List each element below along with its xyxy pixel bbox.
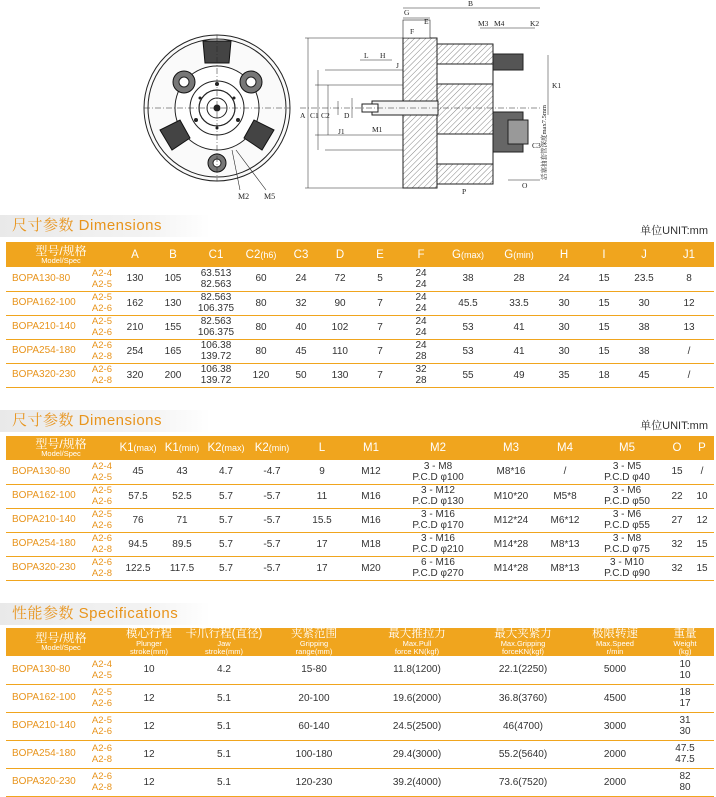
cell-gmin: 49	[494, 363, 544, 387]
cell-a: 210	[116, 315, 154, 339]
model-cell: BOPA254-180 A2-6 A2-8	[6, 740, 116, 768]
model-cell: BOPA320-230 A2-6 A2-8	[6, 768, 116, 796]
table-row	[6, 315, 714, 339]
table-row	[6, 768, 714, 796]
cell-j1: /	[664, 339, 714, 363]
cell-o: 32	[664, 532, 690, 556]
cell-j1: 12	[664, 291, 714, 315]
table-row	[6, 712, 714, 740]
cell-k2max: 5.7	[204, 556, 248, 580]
label-a: A	[300, 111, 306, 120]
cell-plunger-stroke: 12	[116, 740, 182, 768]
cell-jaw-stroke: 5.1	[182, 712, 266, 740]
model-cell: BOPA320-230 A2-6 A2-8	[6, 556, 116, 580]
cell-m3: M14*28	[482, 532, 540, 556]
cell-k2max: 5.7	[204, 484, 248, 508]
cell-e: 7	[360, 291, 400, 315]
cell-m1: M16	[348, 508, 394, 532]
table-row	[6, 684, 714, 712]
cell-l: 17	[296, 532, 348, 556]
header-a: A	[116, 242, 154, 267]
cell-m3: M8*16	[482, 460, 540, 484]
cell-i: 15	[584, 267, 624, 291]
chuck-front-view	[144, 35, 290, 190]
dimensions-table-1	[6, 242, 714, 388]
cell-j1: 8	[664, 267, 714, 291]
cell-weight: 10 10	[656, 656, 714, 684]
header-o: O	[664, 436, 690, 460]
cell-weight: 31 30	[656, 712, 714, 740]
header-m1: M1	[348, 436, 394, 460]
cell-d: 72	[320, 267, 360, 291]
cell-c3: 24	[282, 267, 320, 291]
label-note: 活塞抽套管深度max7.5mm	[541, 105, 548, 180]
cell-h: 30	[544, 339, 584, 363]
cell-f: 32 28	[400, 363, 442, 387]
cell-h: 30	[544, 315, 584, 339]
cell-plunger-stroke: 12	[116, 768, 182, 796]
header-gmin: G(min)	[494, 242, 544, 267]
dimensions-table-2	[6, 436, 714, 581]
cell-c3: 32	[282, 291, 320, 315]
label-m5: M5	[264, 192, 276, 201]
header-k2min: K2(min)	[248, 436, 296, 460]
model-cell: BOPA130-80 A2-4 A2-5	[6, 656, 116, 684]
cell-c3: 40	[282, 315, 320, 339]
cell-l: 9	[296, 460, 348, 484]
cell-max-pull-force: 24.5(2500)	[362, 712, 472, 740]
cell-c3: 45	[282, 339, 320, 363]
model-cell: BOPA162-100 A2-5 A2-6	[6, 684, 116, 712]
cell-max-gripping-force: 46(4700)	[472, 712, 574, 740]
model-cell: BOPA320-230 A2-6 A2-8	[6, 363, 116, 387]
cell-max-gripping-force: 73.6(7520)	[472, 768, 574, 796]
label-e: E	[424, 17, 429, 26]
cell-i: 15	[584, 291, 624, 315]
header-f: F	[400, 242, 442, 267]
cell-m4: M8*13	[540, 556, 590, 580]
section-title-specifications: 性能参数 Specifications	[0, 603, 210, 625]
cell-m1: M16	[348, 484, 394, 508]
cell-d: 130	[320, 363, 360, 387]
cell-k1min: 43	[160, 460, 204, 484]
specifications-table	[6, 628, 714, 797]
technical-drawing	[0, 0, 716, 205]
cell-jaw-stroke: 4.2	[182, 656, 266, 684]
cell-c1: 82.563 106.375	[192, 291, 240, 315]
unit-label-1: 单位UNIT:mm	[640, 225, 708, 237]
header-weight: 重量 Weight (kg)	[656, 628, 714, 656]
cell-k2max: 4.7	[204, 460, 248, 484]
model-cell: BOPA162-100 A2-5 A2-6	[6, 291, 116, 315]
table-row	[6, 656, 714, 684]
header-jaw-stroke: 卡爪行程(直径) Jaw stroke(mm)	[182, 628, 266, 656]
cell-p: 15	[690, 532, 714, 556]
label-c2: C2	[321, 111, 330, 120]
cell-d: 90	[320, 291, 360, 315]
cell-c1: 106.38 139.72	[192, 363, 240, 387]
label-l: L	[364, 51, 369, 60]
label-j: J	[396, 61, 399, 70]
cell-gmin: 33.5	[494, 291, 544, 315]
cell-max-pull-force: 11.8(1200)	[362, 656, 472, 684]
cell-m2: 3 - M8 P.C.D φ100	[394, 460, 482, 484]
cell-c2: 120	[240, 363, 282, 387]
cell-k2min: -5.7	[248, 484, 296, 508]
cell-i: 18	[584, 363, 624, 387]
cell-l: 11	[296, 484, 348, 508]
header-m3: M3	[482, 436, 540, 460]
model-cell: BOPA130-80 A2-4 A2-5	[6, 267, 116, 291]
header-k1max: K1(max)	[116, 436, 160, 460]
cell-max-pull-force: 19.6(2000)	[362, 684, 472, 712]
cell-f: 24 28	[400, 339, 442, 363]
cell-max-pull-force: 39.2(4000)	[362, 768, 472, 796]
cell-max-gripping-force: 55.2(5640)	[472, 740, 574, 768]
label-j1: J1	[338, 127, 345, 136]
cell-p: 12	[690, 508, 714, 532]
cell-e: 5	[360, 267, 400, 291]
cell-j1: /	[664, 363, 714, 387]
cell-gripping-range: 15-80	[266, 656, 362, 684]
model-cell: BOPA210-140 A2-5 A2-6	[6, 712, 116, 740]
label-m4: M4	[494, 19, 505, 28]
cell-gripping-range: 120-230	[266, 768, 362, 796]
header-h: H	[544, 242, 584, 267]
cell-j: 23.5	[624, 267, 664, 291]
table-row	[6, 484, 714, 508]
model-cell: BOPA254-180 A2-6 A2-8	[6, 339, 116, 363]
cell-j1: 13	[664, 315, 714, 339]
header-max-gripping-force: 最大夹紧力 Max.Gripping forceKN(kgf)	[472, 628, 574, 656]
cell-gmax: 53	[442, 339, 494, 363]
cell-h: 35	[544, 363, 584, 387]
cell-j: 38	[624, 339, 664, 363]
cell-k2min: -5.7	[248, 508, 296, 532]
section-title-dimensions-2: 尺寸参数 Dimensions	[0, 410, 210, 432]
label-c3: C3	[532, 141, 541, 150]
label-m3: M3	[478, 19, 489, 28]
table-row	[6, 460, 714, 484]
cell-c1: 82.563 106.375	[192, 315, 240, 339]
header-p: P	[690, 436, 714, 460]
cell-o: 32	[664, 556, 690, 580]
cell-max-speed: 2000	[574, 740, 656, 768]
cell-jaw-stroke: 5.1	[182, 740, 266, 768]
cell-gmax: 45.5	[442, 291, 494, 315]
cell-i: 15	[584, 339, 624, 363]
header-d: D	[320, 242, 360, 267]
cell-plunger-stroke: 12	[116, 712, 182, 740]
cell-m5: 3 - M5 P.C.D φ40	[590, 460, 664, 484]
cell-gripping-range: 100-180	[266, 740, 362, 768]
cell-e: 7	[360, 315, 400, 339]
cell-k1max: 122.5	[116, 556, 160, 580]
header-c2: C2(h6)	[240, 242, 282, 267]
cell-m5: 3 - M10 P.C.D φ90	[590, 556, 664, 580]
header-model: 型号/规格 Model/Spec	[6, 628, 116, 656]
cell-h: 30	[544, 291, 584, 315]
cell-k1max: 45	[116, 460, 160, 484]
cell-max-gripping-force: 36.8(3760)	[472, 684, 574, 712]
label-f: F	[410, 27, 415, 36]
label-p: P	[462, 187, 467, 196]
cell-jaw-stroke: 5.1	[182, 768, 266, 796]
model-cell: BOPA162-100 A2-5 A2-6	[6, 484, 116, 508]
cell-f: 24 24	[400, 267, 442, 291]
cell-i: 15	[584, 315, 624, 339]
cell-p: 15	[690, 556, 714, 580]
cell-max-speed: 5000	[574, 656, 656, 684]
cell-max-speed: 3000	[574, 712, 656, 740]
cell-gmin: 41	[494, 339, 544, 363]
cell-f: 24 24	[400, 315, 442, 339]
header-c3: C3	[282, 242, 320, 267]
cell-m3: M12*24	[482, 508, 540, 532]
cell-m4: M6*12	[540, 508, 590, 532]
cell-m5: 3 - M8 P.C.D φ75	[590, 532, 664, 556]
cell-c2: 80	[240, 315, 282, 339]
cell-o: 22	[664, 484, 690, 508]
model-cell: BOPA254-180 A2-6 A2-8	[6, 532, 116, 556]
cell-m2: 3 - M12 P.C.D φ130	[394, 484, 482, 508]
model-cell: BOPA130-80 A2-4 A2-5	[6, 460, 116, 484]
cell-max-speed: 4500	[574, 684, 656, 712]
cell-plunger-stroke: 12	[116, 684, 182, 712]
cell-l: 17	[296, 556, 348, 580]
cell-k1max: 76	[116, 508, 160, 532]
cell-gmax: 38	[442, 267, 494, 291]
cell-b: 200	[154, 363, 192, 387]
cell-k2max: 5.7	[204, 508, 248, 532]
cell-k1max: 94.5	[116, 532, 160, 556]
label-g: G	[404, 8, 410, 17]
cell-m3: M10*20	[482, 484, 540, 508]
table-row	[6, 339, 714, 363]
cell-k2max: 5.7	[204, 532, 248, 556]
cell-weight: 18 17	[656, 684, 714, 712]
cell-b: 130	[154, 291, 192, 315]
header-max-pull-force: 最大推拉力 Max.Pull force KN(kgf)	[362, 628, 472, 656]
section-title-dimensions-1: 尺寸参数 Dimensions	[0, 215, 210, 237]
cell-weight: 47.5 47.5	[656, 740, 714, 768]
label-b: B	[468, 0, 474, 8]
cell-k2min: -4.7	[248, 460, 296, 484]
cell-m1: M12	[348, 460, 394, 484]
cell-gmax: 53	[442, 315, 494, 339]
cell-e: 7	[360, 363, 400, 387]
cell-m1: M20	[348, 556, 394, 580]
header-l: L	[296, 436, 348, 460]
header-m5: M5	[590, 436, 664, 460]
cell-h: 24	[544, 267, 584, 291]
header-e: E	[360, 242, 400, 267]
table-row	[6, 532, 714, 556]
header-b: B	[154, 242, 192, 267]
header-k1min: K1(min)	[160, 436, 204, 460]
cell-b: 105	[154, 267, 192, 291]
cell-k2min: -5.7	[248, 556, 296, 580]
cell-m1: M18	[348, 532, 394, 556]
cell-c1: 106.38 139.72	[192, 339, 240, 363]
table-row	[6, 508, 714, 532]
label-o: O	[522, 181, 528, 190]
cell-d: 110	[320, 339, 360, 363]
cell-m2: 3 - M16 P.C.D φ170	[394, 508, 482, 532]
table-row	[6, 267, 714, 291]
cell-max-gripping-force: 22.1(2250)	[472, 656, 574, 684]
cell-k2min: -5.7	[248, 532, 296, 556]
cell-o: 15	[664, 460, 690, 484]
cell-k1min: 89.5	[160, 532, 204, 556]
cell-f: 24 24	[400, 291, 442, 315]
label-m1: M1	[372, 125, 383, 134]
header-c1: C1	[192, 242, 240, 267]
cell-k1min: 71	[160, 508, 204, 532]
unit-label-2: 单位UNIT:mm	[640, 420, 708, 432]
table-row	[6, 740, 714, 768]
cell-a: 320	[116, 363, 154, 387]
cell-plunger-stroke: 10	[116, 656, 182, 684]
header-j1: J1	[664, 242, 714, 267]
header-i: I	[584, 242, 624, 267]
header-model: 型号/规格 Model/Spec	[6, 436, 116, 460]
table-row	[6, 556, 714, 580]
header-model: 型号/规格 Model/Spec	[6, 242, 116, 267]
cell-e: 7	[360, 339, 400, 363]
cell-c2: 60	[240, 267, 282, 291]
cell-c1: 63.513 82.563	[192, 267, 240, 291]
cell-c2: 80	[240, 291, 282, 315]
header-j: J	[624, 242, 664, 267]
header-k2max: K2(max)	[204, 436, 248, 460]
table-row	[6, 291, 714, 315]
cell-o: 27	[664, 508, 690, 532]
cell-m2: 6 - M16 P.C.D φ270	[394, 556, 482, 580]
cell-gmin: 41	[494, 315, 544, 339]
model-cell: BOPA210-140 A2-5 A2-6	[6, 508, 116, 532]
header-plunger-stroke: 模心行程 Plunger stroke(mm)	[116, 628, 182, 656]
cell-a: 254	[116, 339, 154, 363]
cell-b: 165	[154, 339, 192, 363]
cell-gripping-range: 60-140	[266, 712, 362, 740]
cell-d: 102	[320, 315, 360, 339]
chuck-side-section	[300, 8, 548, 188]
cell-k1min: 52.5	[160, 484, 204, 508]
header-gmax: G(max)	[442, 242, 494, 267]
cell-m3: M14*28	[482, 556, 540, 580]
cell-l: 15.5	[296, 508, 348, 532]
label-c1: C1	[310, 111, 319, 120]
cell-m4: M8*13	[540, 532, 590, 556]
cell-j: 45	[624, 363, 664, 387]
cell-k1max: 57.5	[116, 484, 160, 508]
label-k1: K1	[552, 81, 562, 90]
table-row	[6, 363, 714, 387]
label-h: H	[380, 51, 386, 60]
cell-p: 10	[690, 484, 714, 508]
header-m2: M2	[394, 436, 482, 460]
header-max-speed: 极限转速 Max.Speed r/min	[574, 628, 656, 656]
cell-m4: M5*8	[540, 484, 590, 508]
cell-weight: 82 80	[656, 768, 714, 796]
cell-m5: 3 - M6 P.C.D φ50	[590, 484, 664, 508]
cell-gmax: 55	[442, 363, 494, 387]
label-d: D	[344, 111, 350, 120]
cell-jaw-stroke: 5.1	[182, 684, 266, 712]
cell-max-speed: 2000	[574, 768, 656, 796]
cell-c3: 50	[282, 363, 320, 387]
label-k2: K2	[530, 19, 540, 28]
model-cell: BOPA210-140 A2-5 A2-6	[6, 315, 116, 339]
cell-j: 38	[624, 315, 664, 339]
cell-m5: 3 - M6 P.C.D φ55	[590, 508, 664, 532]
cell-gmin: 28	[494, 267, 544, 291]
cell-c2: 80	[240, 339, 282, 363]
header-gripping-range: 夹紧范围 Gripping range(mm)	[266, 628, 362, 656]
cell-b: 155	[154, 315, 192, 339]
cell-j: 30	[624, 291, 664, 315]
cell-k1min: 117.5	[160, 556, 204, 580]
cell-gripping-range: 20-100	[266, 684, 362, 712]
cell-max-pull-force: 29.4(3000)	[362, 740, 472, 768]
cell-m4: /	[540, 460, 590, 484]
cell-a: 130	[116, 267, 154, 291]
cell-a: 162	[116, 291, 154, 315]
cell-m2: 3 - M16 P.C.D φ210	[394, 532, 482, 556]
header-m4: M4	[540, 436, 590, 460]
cell-p: /	[690, 460, 714, 484]
label-m2: M2	[238, 192, 250, 201]
